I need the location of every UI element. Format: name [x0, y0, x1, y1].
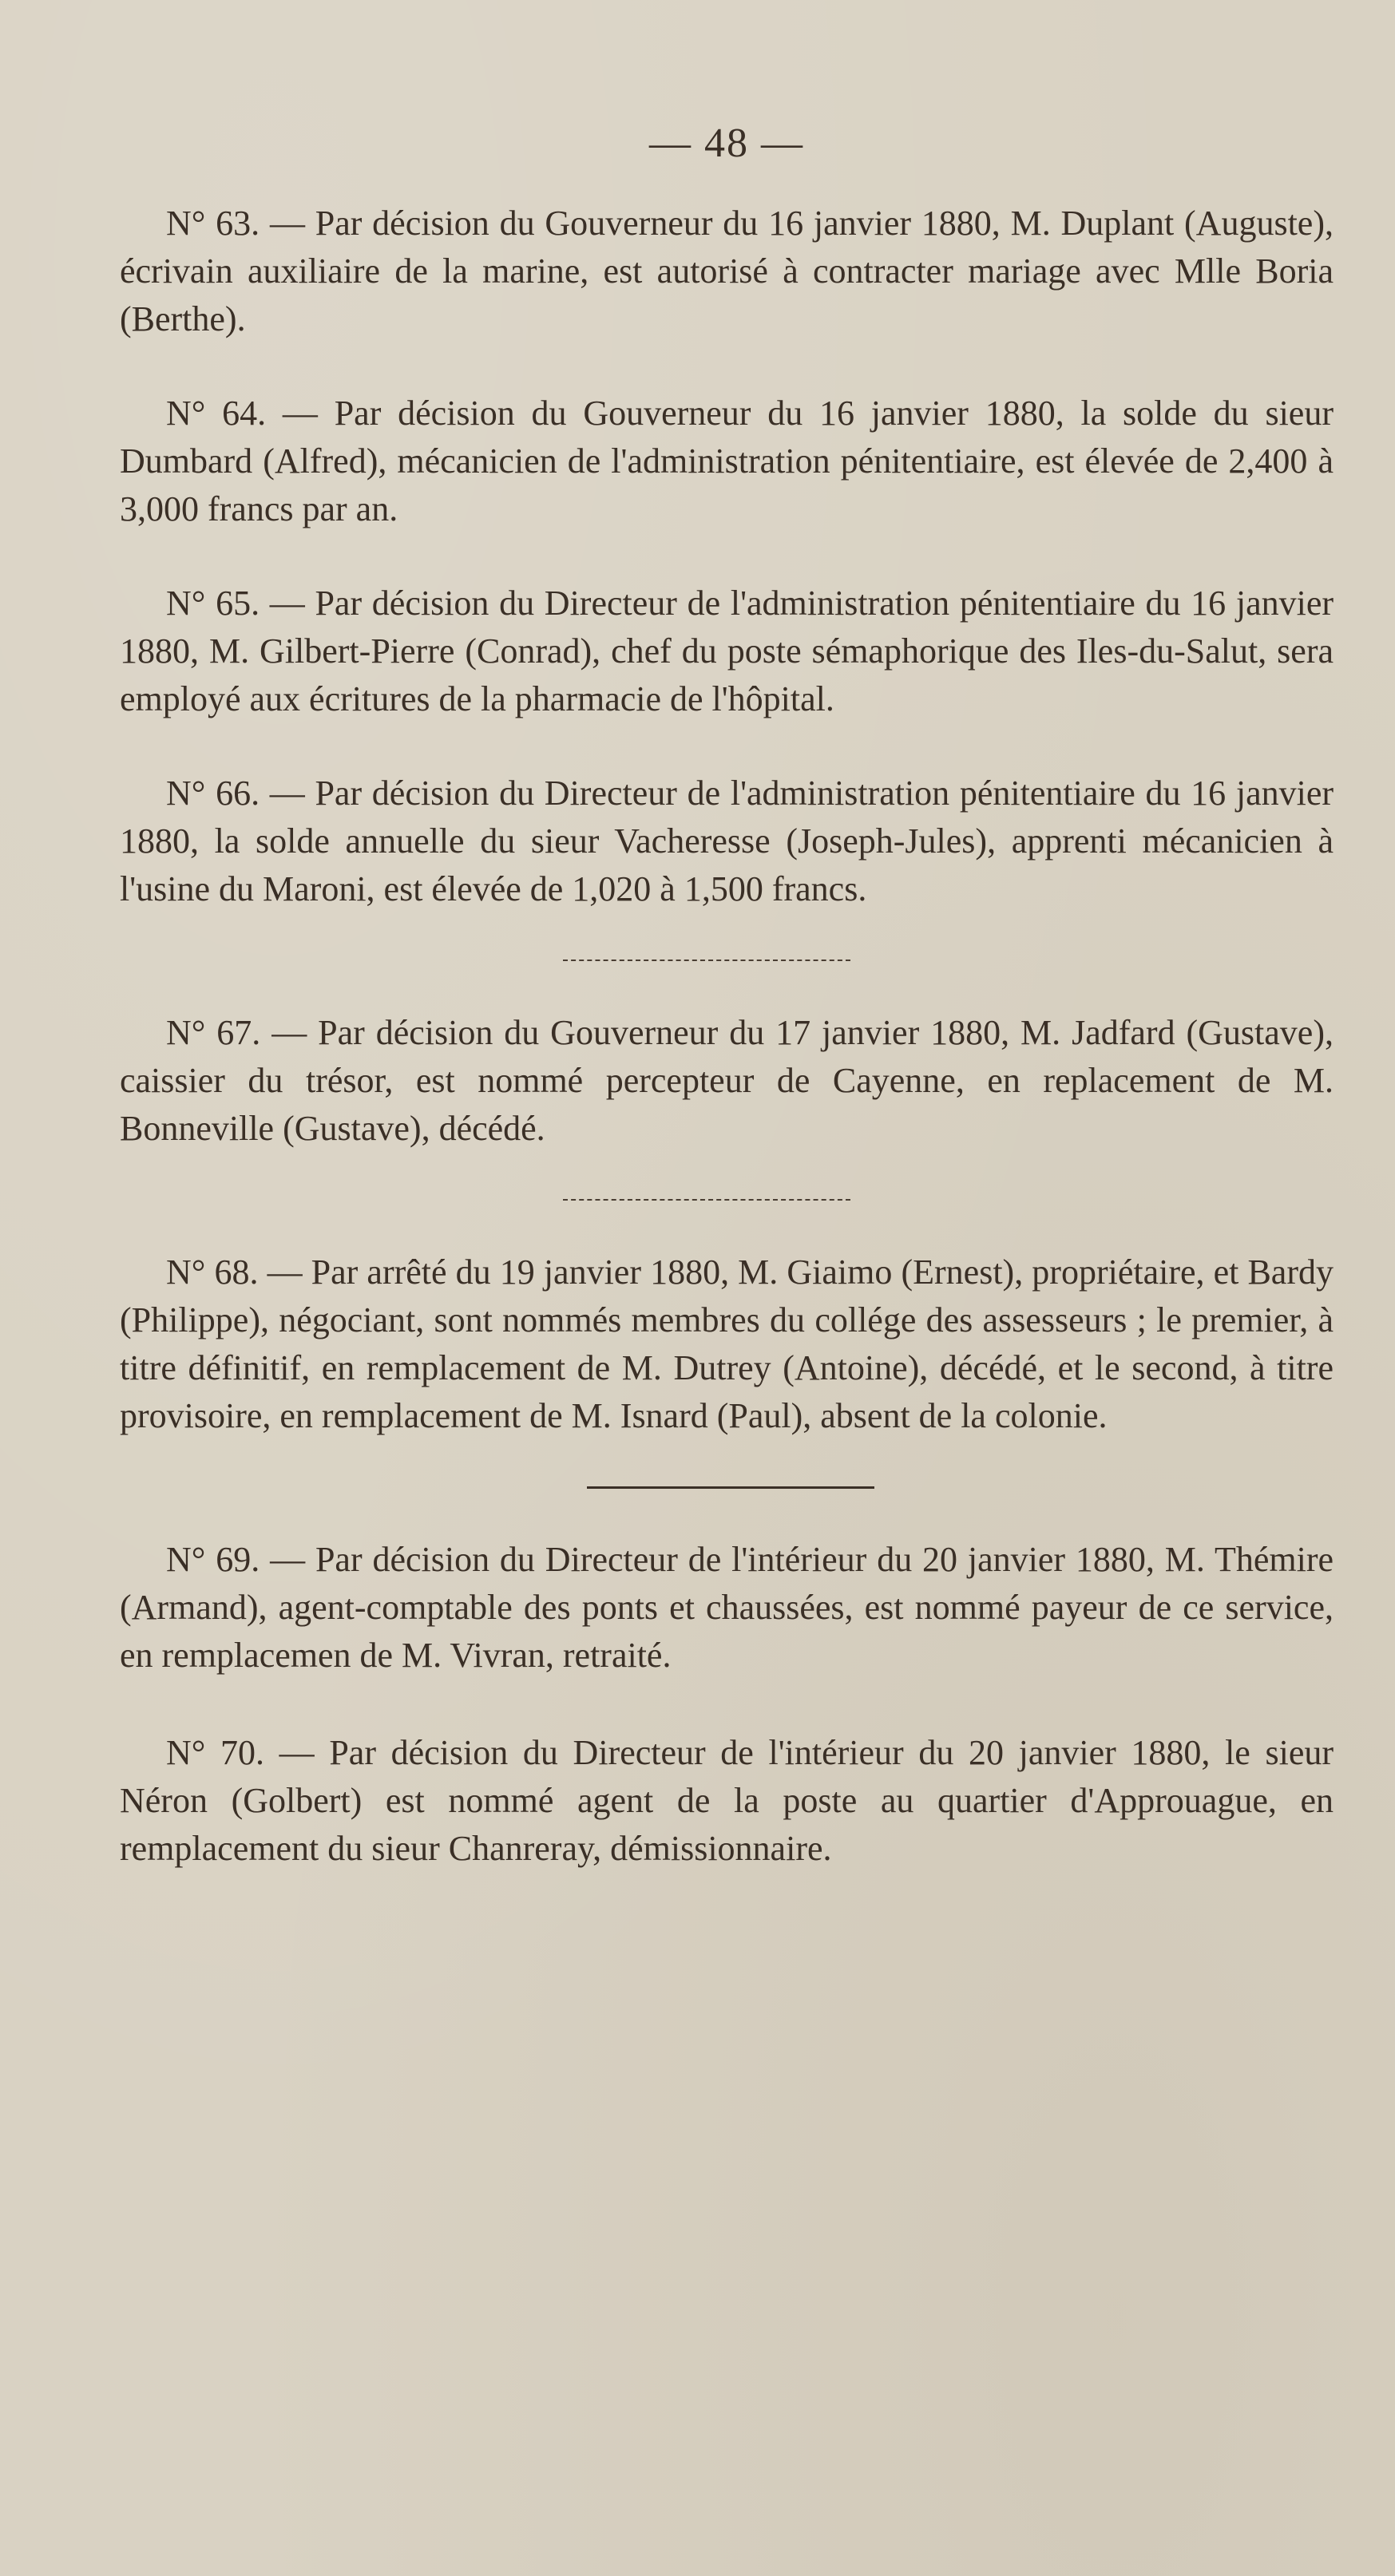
spacer — [120, 1680, 1334, 1729]
spacer — [120, 723, 1334, 770]
separator-rule — [563, 1199, 850, 1201]
separator-rule — [587, 1486, 874, 1489]
entry-70: N° 70. — Par décision du Directeur de l'intérieur du 20 janvier 1880, le sieur Néron (Golbert) est nommé agent de la poste au quartier d'Approuague, en remplacement du sieur Chanreray, démissionnaire. — [120, 1733, 1334, 1868]
separator-wrap — [120, 1440, 1334, 1536]
entry-66: N° 66. — Par décision du Directeur de l'administration pénitentiaire du 16 janvier 1880, la solde annuelle du sieur Vacheresse (Joseph-Jules), apprenti mécanicien à l'usine du Maroni, est élevée de 1,020 à 1,500 francs. — [120, 774, 1334, 908]
page-number: — 48 — — [649, 121, 804, 166]
separator-rule — [563, 960, 850, 961]
entry-63: N° 63. — Par décision du Gouverneur du 16 janvier 1880, M. Duplant (Auguste), écrivain auxiliaire de la marine, est autorisé à contracter mariage avec Mlle Boria (Berthe). — [120, 204, 1334, 338]
separator-wrap — [120, 1153, 1334, 1248]
entries-list — [120, 200, 1334, 1873]
document-page — [120, 0, 1334, 2576]
entry-64: N° 64. — Par décision du Gouverneur du 16 janvier 1880, la solde du sieur Dumbard (Alfred), mécanicien de l'administration pénitentiaire, est élevée de 2,400 à 3,000 francs par an. — [120, 394, 1334, 528]
separator-wrap — [120, 913, 1334, 1009]
entry-68: N° 68. — Par arrêté du 19 janvier 1880, M. Giaimo (Ernest), propriétaire, et Bardy (Philippe), négociant, sont nommés membres du collége des assesseurs ; le premier, à titre définitif, en remplacement de M. Dutrey (Antoine), décédé, et le second, à titre provisoire, en remplacement de M. Isnard (Paul), absent de la colonie. — [120, 1252, 1334, 1435]
spacer — [120, 533, 1334, 580]
spacer — [120, 343, 1334, 390]
entry-69: N° 69. — Par décision du Directeur de l'intérieur du 20 janvier 1880, M. Thémire (Armand), agent-comptable des ponts et chaussées, est nommé payeur de ce service, en remplacemen de M. Vivran, retraité. — [120, 1540, 1334, 1675]
entry-65: N° 65. — Par décision du Directeur de l'administration pénitentiaire du 16 janvier 1880, M. Gilbert-Pierre (Conrad), chef du poste sémaphorique des Iles-du-Salut, sera employé aux écritures de la pharmacie de l'hôpital. — [120, 584, 1334, 718]
entry-67: N° 67. — Par décision du Gouverneur du 17 janvier 1880, M. Jadfard (Gustave), caissier du trésor, est nommé percepteur de Cayenne, en replacement de M. Bonneville (Gustave), décédé. — [120, 1013, 1334, 1148]
